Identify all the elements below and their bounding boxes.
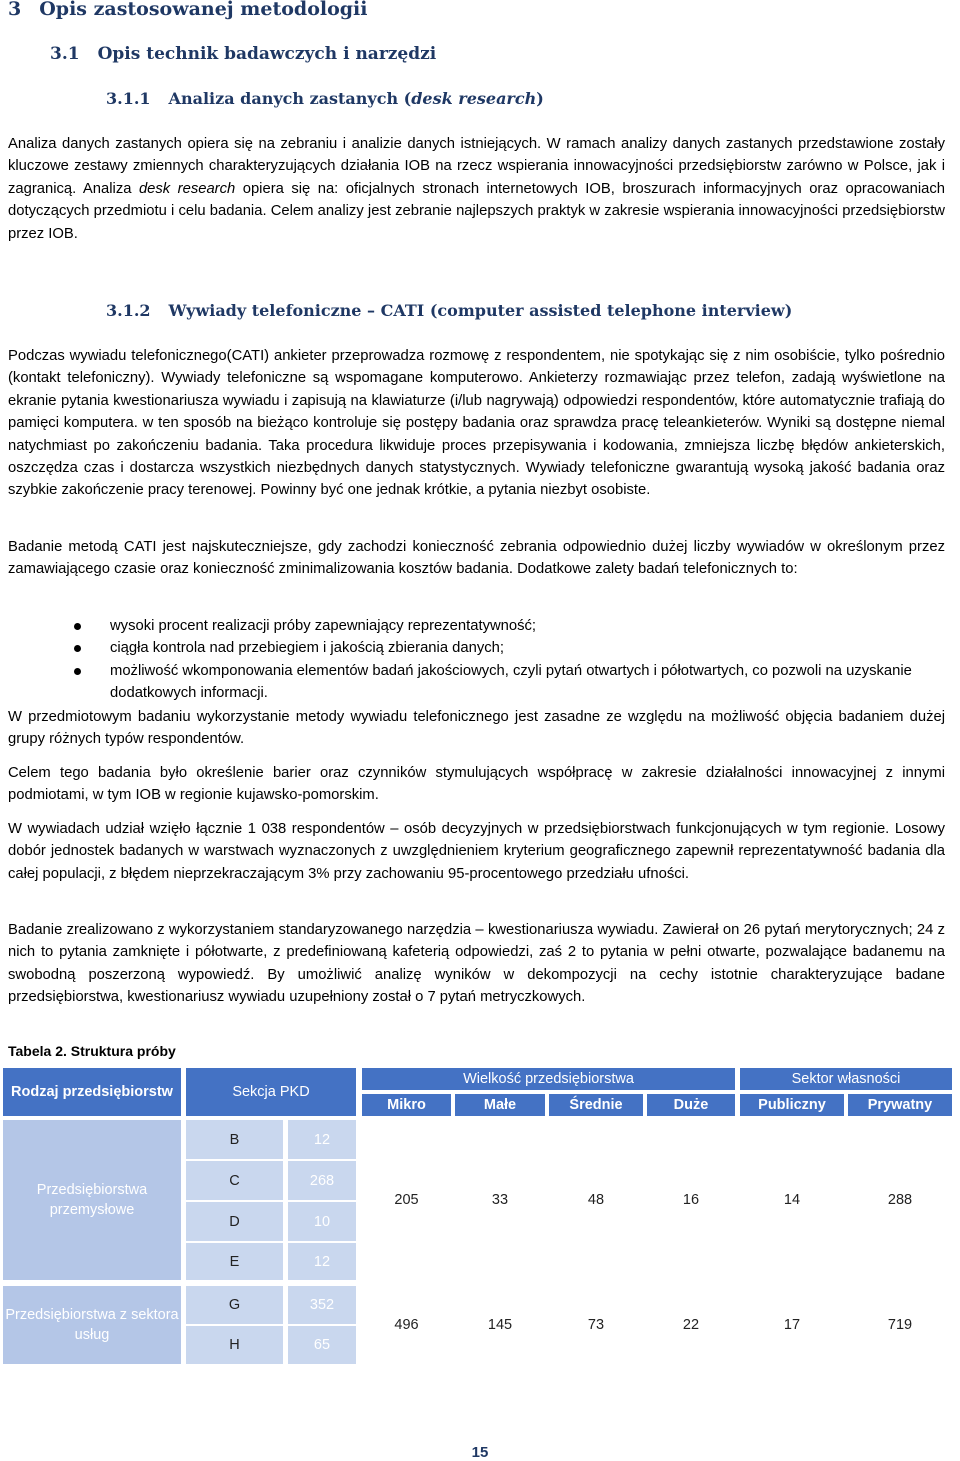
value-srednie: 73 <box>587 1317 605 1333</box>
pkd-section: C <box>186 1161 283 1200</box>
page-number: 15 <box>471 1444 489 1461</box>
heading-1: 3 Opis zastosowanej metodologii <box>8 0 368 20</box>
pkd-count: 12 <box>288 1243 356 1280</box>
paragraph-questionnaire: Badanie zrealizowano z wykorzystaniem standaryzowanego narzędzia – kwestionariusza wywiadu. Zawierał on 26 pytań merytorycznych; 24 z nich to pytania zamknięte i półotwarte, z predefiniowaną kafeterią odpowiedzi, zaś 2 to pytania w pełni otwarte, pozwalające badanemu na swobodną poszerzoną wypowiedź. By umożliwić analizę wyników w dekompozycji na cechy istotnie charakteryzujące badane przedsiębiorstwa, kwestionariusz wywiadu uzupełniony został o 7 pytań metryczkowych. <box>8 922 945 1006</box>
heading-2: 3.1 Opis technik badawczych i narzędzi <box>50 44 437 64</box>
pkd-section: G <box>186 1286 283 1324</box>
heading-3-cati: 3.1.2 Wywiady telefoniczne – CATI (computer assisted telephone interview) <box>106 301 793 320</box>
header-prywatny: Prywatny <box>848 1094 952 1116</box>
header-publiczny: Publiczny <box>740 1094 844 1116</box>
pkd-count: 10 <box>288 1202 356 1241</box>
table-caption: Tabela 2. Struktura próby <box>8 1043 176 1059</box>
paragraph-cati-description: Podczas wywiadu telefonicznego(CATI) ankieter przeprowadza rozmowę z respondentem, nie spotykając się z nim osobiście, tylko pośrednio (kontakt telefoniczny). Wywiady telefoniczne są wspomagane komputerowo. Ankieterzy rozmawiając przez telefon, zadają wyświetlone na ekranie pytania kwestionariusza wywiadu i zapisują na klawiaturze (i/lub nagrywają) odpowiedzi respondentów, które automatycznie trafiają do pamięci komputera. w ten sposób na bieżąco kontroluje się postępy badania oraz sprawdza pracę teleankieterów. Wyniki są dostępne niemal natychmiast po zakończeniu badania. Taka procedura likwiduje proces przepisywania i kodowania, zmniejsza liczbę błędów ankieterskich, oszczędza czas i dostarcza wszystkich niezbędnych danych statystycznych. Wywiady telefoniczne gwarantują wysoką jakość badania oraz szybkie zakończenie pracy terenowej. Powinny być one jednak krótkie, a pytania niezbyt osobiste. <box>8 348 945 499</box>
header-sektor: Sektor własności <box>740 1068 952 1090</box>
pkd-section: B <box>186 1120 283 1159</box>
header-wielkosc: Wielkość przedsiębiorstwa <box>362 1068 735 1090</box>
advantages-list <box>8 615 945 705</box>
list-item: wysoki procent realizacji próby zapewniający reprezentatywność; <box>8 615 945 637</box>
value-mikro: 205 <box>394 1192 419 1208</box>
header-srednie: Średnie <box>549 1094 643 1116</box>
bullet-icon <box>74 645 81 652</box>
row-label-industry: Przedsiębiorstwa przemysłowe <box>3 1120 181 1280</box>
value-male: 145 <box>487 1317 513 1333</box>
header-sekcja: Sekcja PKD <box>186 1068 356 1116</box>
header-duze: Duże <box>647 1094 735 1116</box>
value-mikro: 496 <box>394 1317 419 1333</box>
value-publiczny: 14 <box>783 1192 801 1208</box>
heading-3-desk-research: 3.1.1 Analiza danych zastanych (desk research) <box>106 89 544 108</box>
value-duze: 16 <box>682 1192 700 1208</box>
pkd-count: 12 <box>288 1120 356 1159</box>
paragraph-sample: W wywiadach udział wzięło łącznie 1 038 respondentów – osób decyzyjnych w przedsiębiorstwach funkcjonujących w tym regionie. Losowy dobór jednostek badanych w warstwach wyznaczonych z uwzględnieniem kryterium geograficznego zapewnił reprezentatywność badania dla całej populacji, z błędem nieprzekraczającym 3% przy zachowaniu 95-procentowego przedziału ufności. <box>8 821 945 882</box>
bullet-icon <box>74 623 81 630</box>
row-label-services: Przedsiębiorstwa z sektora usług <box>3 1286 181 1364</box>
paragraph-cati-advantages: Badanie metodą CATI jest najskuteczniejsze, gdy zachodzi konieczność zebrania odpowiednio dużej liczby wywiadów w określonym przez zamawiającego czasie oraz konieczność zminimalizowania kosztów badania. Dodatkowe zalety badań telefonicznych to: <box>8 539 945 578</box>
value-prywatny: 288 <box>887 1192 913 1208</box>
list-item: możliwość wkomponowania elementów badań jakościowych, czyli pytań otwartych i półotwartych, co pozwoli na uzyskanie dodatkowych informacji. <box>8 660 945 705</box>
value-duze: 22 <box>682 1317 700 1333</box>
header-male: Małe <box>455 1094 545 1116</box>
pkd-section: E <box>186 1243 283 1280</box>
value-publiczny: 17 <box>783 1317 801 1333</box>
paragraph-desk-research: Analiza danych zastanych opiera się na zebraniu i analizie danych istniejących. W ramach analizy danych zastanych przedstawione zostały kluczowe zestawy zmiennych charakteryzujących działania IOB na rzecz wspierania innowacyjności przedsiębiorstw zarówno w Polsce, jak i zagranicą. Analiza desk research opiera się na: oficjalnych stronach internetowych IOB, broszurach informacyjnych oraz opracowaniach dotyczących przedmiotu i celu badania. Celem analizy jest zebranie najlepszych praktyk w zakresie wspierania innowacyjności przedsiębiorstw przez IOB. <box>8 136 945 242</box>
header-rodzaj: Rodzaj przedsiębiorstw <box>3 1068 181 1116</box>
pkd-section: D <box>186 1202 283 1241</box>
paragraph-study-goal: Celem tego badania było określenie barier oraz czynników stymulujących współpracę w zakresie działalności innowacyjnej z innymi podmiotami, w tym IOB w regionie kujawsko-pomorskim. <box>8 765 945 804</box>
pkd-section: H <box>186 1326 283 1364</box>
pkd-count: 65 <box>288 1326 356 1364</box>
paragraph-method-justification: W przedmiotowym badaniu wykorzystanie metody wywiadu telefonicznego jest zasadne ze względu na możliwość objęcia badaniem dużej grupy różnych typów respondentów. <box>8 709 945 748</box>
bullet-icon <box>74 668 81 675</box>
list-item: ciągła kontrola nad przebiegiem i jakością zbierania danych; <box>8 637 945 659</box>
value-srednie: 48 <box>587 1192 605 1208</box>
pkd-count: 352 <box>288 1286 356 1324</box>
value-male: 33 <box>491 1192 509 1208</box>
pkd-count: 268 <box>288 1161 356 1200</box>
value-prywatny: 719 <box>887 1317 913 1333</box>
header-mikro: Mikro <box>362 1094 451 1116</box>
